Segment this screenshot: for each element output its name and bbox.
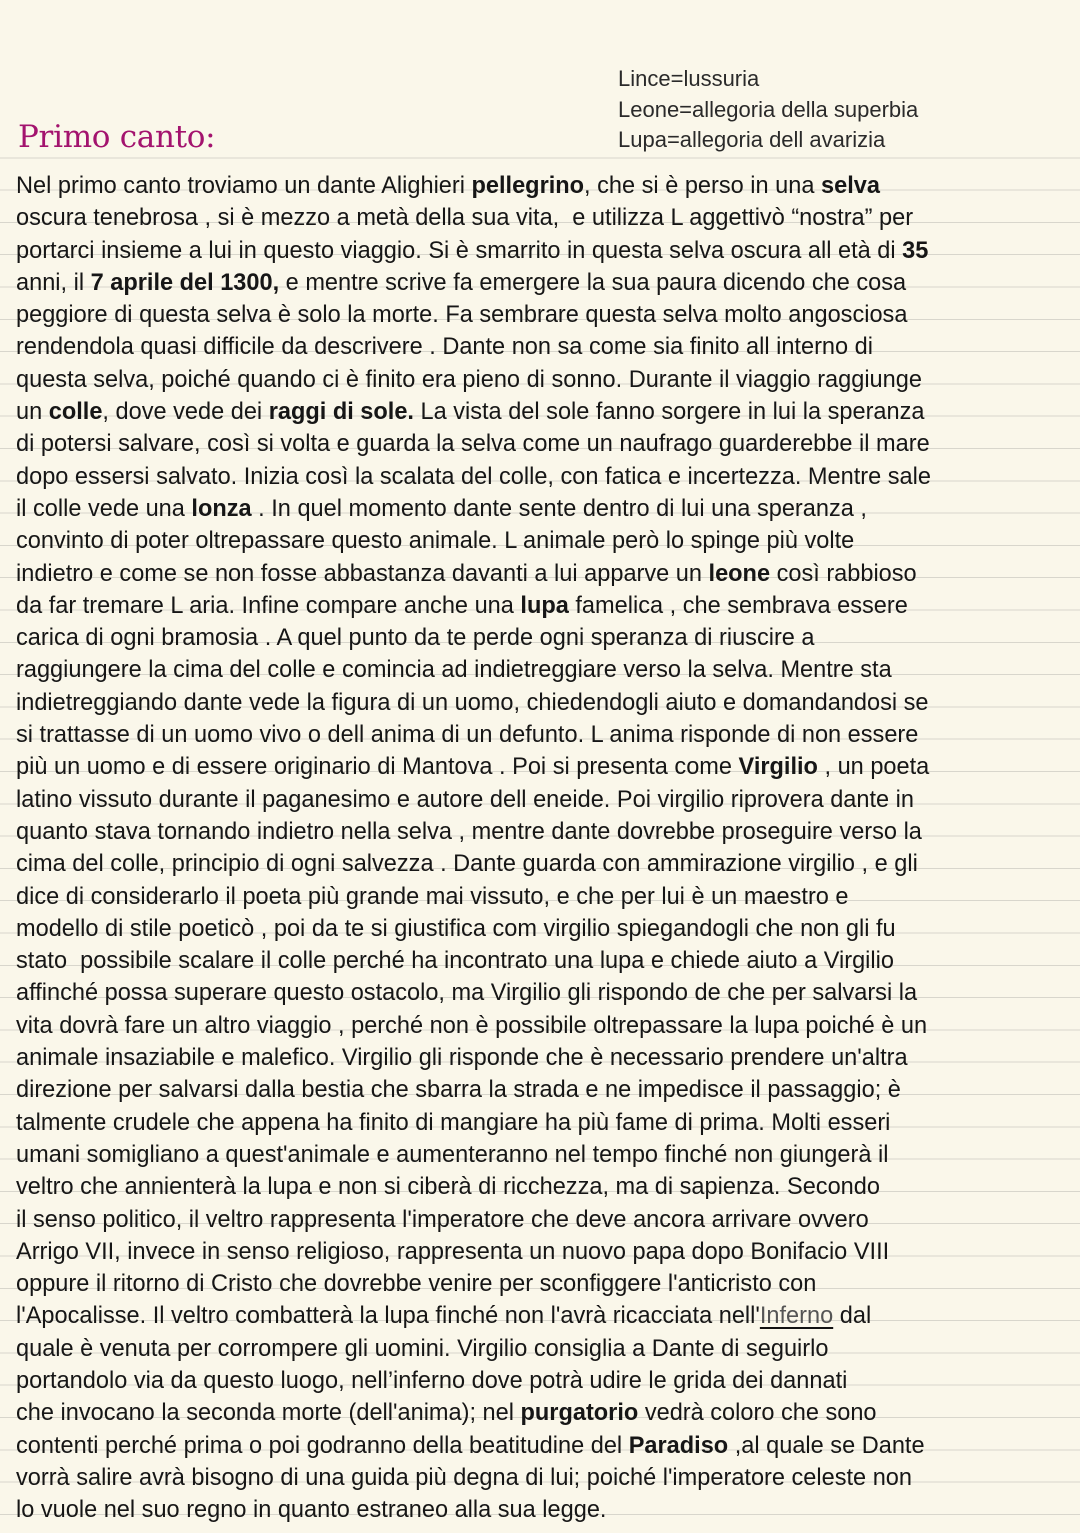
text-segment: che invocano la seconda morte (dell'anima); nel bbox=[16, 1400, 521, 1427]
text-segment: talmente crudele che appena ha finito di mangiare ha più fame di prima. Molti esseri bbox=[16, 1109, 891, 1136]
inferno-link[interactable]: Inferno bbox=[759, 1303, 834, 1330]
text-segment: il colle vede una bbox=[16, 495, 192, 522]
text-line bbox=[16, 687, 1064, 719]
bold-keyword: lonza bbox=[191, 495, 252, 522]
text-line bbox=[16, 428, 1064, 460]
text-segment: convinto di poter oltrepassare questo animale. L animale però lo spinge più volte bbox=[16, 528, 855, 555]
text-segment: l'Apocalisse. Il veltro combatterà la lupa finché non l'avrà ricacciata nell' bbox=[16, 1303, 760, 1330]
legend-item-lince: Lince=lussuria bbox=[618, 66, 760, 91]
text-line bbox=[16, 1010, 1064, 1042]
text-segment: , dove vede dei bbox=[102, 399, 269, 426]
text-line bbox=[16, 622, 1064, 654]
text-line bbox=[16, 170, 1064, 202]
text-segment: lo vuole nel suo regno in quanto estraneo alla sua legge. bbox=[16, 1497, 607, 1524]
text-segment: portarci insieme a lui in questo viaggio. Si è smarrito in questa selva oscura all età di bbox=[16, 237, 903, 264]
text-line bbox=[16, 461, 1064, 493]
text-segment: vedrà coloro che sono bbox=[638, 1400, 877, 1427]
text-segment: dice di considerarlo il poeta più grande mai vissuto, e che per lui è un maestro e bbox=[16, 883, 849, 910]
text-line bbox=[16, 945, 1064, 977]
text-line bbox=[16, 1107, 1064, 1139]
text-segment: indietreggiando dante vede la figura di un uomo, chiedendogli aiuto e domandandosi se bbox=[16, 689, 929, 716]
bold-keyword: lupa bbox=[520, 592, 569, 619]
legend-item-lupa: Lupa=allegoria dell avarizia bbox=[618, 127, 886, 152]
text-line bbox=[16, 299, 1064, 331]
text-line bbox=[16, 558, 1064, 590]
text-segment: carica di ogni bramosia . A quel punto da te perde ogni speranza di riuscire a bbox=[16, 625, 815, 652]
text-line bbox=[16, 1139, 1064, 1171]
text-line bbox=[16, 1397, 1064, 1429]
text-segment: più un uomo e di essere originario di Mantova . Poi si presenta come bbox=[16, 754, 739, 781]
text-line bbox=[16, 396, 1064, 428]
text-segment: modello di stile poeticò , poi da te si giustifica com virgilio spiegandogli che non gli fu bbox=[16, 915, 896, 942]
text-line bbox=[16, 848, 1064, 880]
bold-keyword: leone bbox=[708, 560, 771, 587]
text-line bbox=[16, 784, 1064, 816]
body-text bbox=[16, 170, 1066, 1526]
animal-legend bbox=[618, 64, 918, 156]
text-line bbox=[16, 1074, 1064, 1106]
text-line bbox=[16, 1268, 1064, 1300]
text-line bbox=[16, 1204, 1064, 1236]
text-line bbox=[16, 719, 1064, 751]
text-segment: rendendola quasi difficile da descrivere . Dante non sa come sia finito all interno di bbox=[16, 334, 873, 361]
text-line bbox=[16, 202, 1064, 234]
text-line bbox=[16, 1171, 1064, 1203]
text-segment: , che si è perso in una bbox=[584, 173, 821, 199]
text-segment: così rabbioso bbox=[770, 560, 917, 587]
text-segment: animale insaziabile e malefico. Virgilio gli risponde che è necessario prendere un'altra bbox=[16, 1045, 908, 1072]
text-segment: il senso politico, il veltro rappresenta l'imperatore che deve ancora arrivare ovvero bbox=[16, 1206, 869, 1233]
text-segment: si trattasse di un uomo vivo o dell anima di un defunto. L anima risponde di non essere bbox=[16, 722, 919, 749]
text-segment: , un poeta bbox=[817, 754, 930, 781]
text-segment: vorrà salire avrà bisogno di una guida più degna di lui; poiché l'imperatore celeste non bbox=[16, 1464, 912, 1491]
text-segment: . In quel momento dante sente dentro di lui una speranza , bbox=[251, 495, 867, 522]
bold-keyword: raggi di sole. bbox=[268, 399, 414, 426]
legend-item-leone: Leone=allegoria della superbia bbox=[618, 96, 919, 122]
text-line bbox=[16, 235, 1064, 267]
text-segment: contenti perché prima o poi godranno della beatitudine del bbox=[16, 1432, 629, 1459]
bold-keyword: 35 bbox=[902, 237, 929, 264]
text-line bbox=[16, 364, 1064, 396]
text-line bbox=[16, 881, 1064, 913]
text-line bbox=[16, 1462, 1064, 1494]
text-line bbox=[16, 590, 1064, 622]
text-line bbox=[16, 751, 1064, 783]
page-title: Primo canto: bbox=[18, 119, 216, 155]
text-line bbox=[16, 331, 1064, 363]
text-segment: peggiore di questa selva è solo la morte. Fa sembrare questa selva molto angosciosa bbox=[16, 302, 908, 329]
text-segment: stato possibile scalare il colle perché ha incontrato una lupa e chiede aiuto a Virgilio bbox=[16, 948, 894, 975]
text-segment: raggiungere la cima del colle e comincia ad indietreggiare verso la selva. Mentre sta bbox=[16, 657, 892, 684]
text-segment: Arrigo VII, invece in senso religioso, rappresenta un nuovo papa dopo Bonifacio VIII bbox=[16, 1238, 890, 1265]
bold-keyword: selva bbox=[820, 173, 880, 199]
text-segment: direzione per salvarsi dalla bestia che sbarra la strada e ne impedisce il passaggio; è bbox=[16, 1077, 901, 1104]
bold-keyword: colle bbox=[48, 399, 103, 426]
text-line bbox=[16, 525, 1064, 557]
text-segment: ,al quale se Dante bbox=[728, 1432, 925, 1459]
text-line bbox=[16, 1494, 1064, 1526]
text-segment: indietro e come se non fosse abbastanza davanti a lui apparve un bbox=[16, 560, 709, 587]
text-line bbox=[16, 1333, 1064, 1365]
text-segment: Nel primo canto troviamo un dante Alighieri bbox=[16, 173, 472, 199]
text-line bbox=[16, 1365, 1064, 1397]
text-segment: un bbox=[16, 399, 49, 426]
text-line bbox=[16, 1236, 1064, 1268]
bold-keyword: Virgilio bbox=[738, 754, 818, 781]
text-segment: questa selva, poiché quando ci è finito era pieno di sonno. Durante il viaggio raggiunge bbox=[16, 366, 922, 393]
bold-keyword: Paradiso bbox=[628, 1432, 729, 1459]
text-segment: latino vissuto durante il paganesimo e autore dell eneide. Poi virgilio riprovera dante in bbox=[16, 786, 915, 813]
text-segment: quanto stava tornando indietro nella selva , mentre dante dovrebbe proseguire verso la bbox=[16, 818, 922, 845]
text-segment: oscura tenebrosa , si è mezzo a metà della sua vita, e utilizza L aggettivò “nostra” per bbox=[16, 205, 914, 232]
text-line bbox=[16, 977, 1064, 1009]
text-segment: dal bbox=[833, 1303, 872, 1330]
text-line bbox=[16, 1042, 1064, 1074]
bold-keyword: purgatorio bbox=[520, 1400, 639, 1427]
text-segment: e mentre scrive fa emergere la sua paura dicendo che cosa bbox=[279, 269, 907, 296]
text-segment: dopo essersi salvato. Inizia così la scalata del colle, con fatica e incertezza. Mentre sale bbox=[16, 463, 931, 490]
text-segment: quale è venuta per corrompere gli uomini. Virgilio consiglia a Dante di seguirlo bbox=[16, 1335, 829, 1362]
bold-keyword: 7 aprile del 1300, bbox=[90, 269, 280, 296]
text-segment: vita dovrà fare un altro viaggio , perché non è possibile oltrepassare la lupa poiché è un bbox=[16, 1012, 928, 1039]
text-line bbox=[16, 913, 1064, 945]
text-segment: veltro che annienterà la lupa e non si ciberà di ricchezza, ma di sapienza. Secondo bbox=[16, 1174, 880, 1201]
text-segment: famelica , che sembrava essere bbox=[568, 592, 908, 619]
text-segment: oppure il ritorno di Cristo che dovrebbe venire per sconfiggere l'anticristo con bbox=[16, 1271, 817, 1298]
text-line bbox=[16, 493, 1064, 525]
text-line bbox=[16, 1430, 1064, 1462]
text-segment: La vista del sole fanno sorgere in lui la speranza bbox=[413, 399, 925, 426]
text-segment: umani somigliano a quest'animale e aumenteranno nel tempo finché non giungerà il bbox=[16, 1141, 889, 1168]
text-line bbox=[16, 654, 1064, 686]
text-segment: anni, il bbox=[16, 269, 91, 296]
bold-keyword: pellegrino bbox=[471, 173, 585, 199]
text-segment: portandolo via da questo luogo, nell’inferno dove potrà udire le grida dei dannati bbox=[16, 1367, 848, 1394]
text-segment: cima del colle, principio di ogni salvezza . Dante guarda con ammirazione virgilio , e gli bbox=[16, 851, 918, 878]
text-line bbox=[16, 1300, 1064, 1332]
text-segment: affinché possa superare questo ostacolo, ma Virgilio gli rispondo de che per salvarsi la bbox=[16, 980, 918, 1007]
text-segment: da far tremare L aria. Infine compare anche una bbox=[16, 592, 521, 619]
text-line bbox=[16, 267, 1064, 299]
text-line bbox=[16, 816, 1064, 848]
text-segment: di potersi salvare, così si volta e guarda la selva come un naufrago guarderebbe il mare bbox=[16, 431, 930, 458]
